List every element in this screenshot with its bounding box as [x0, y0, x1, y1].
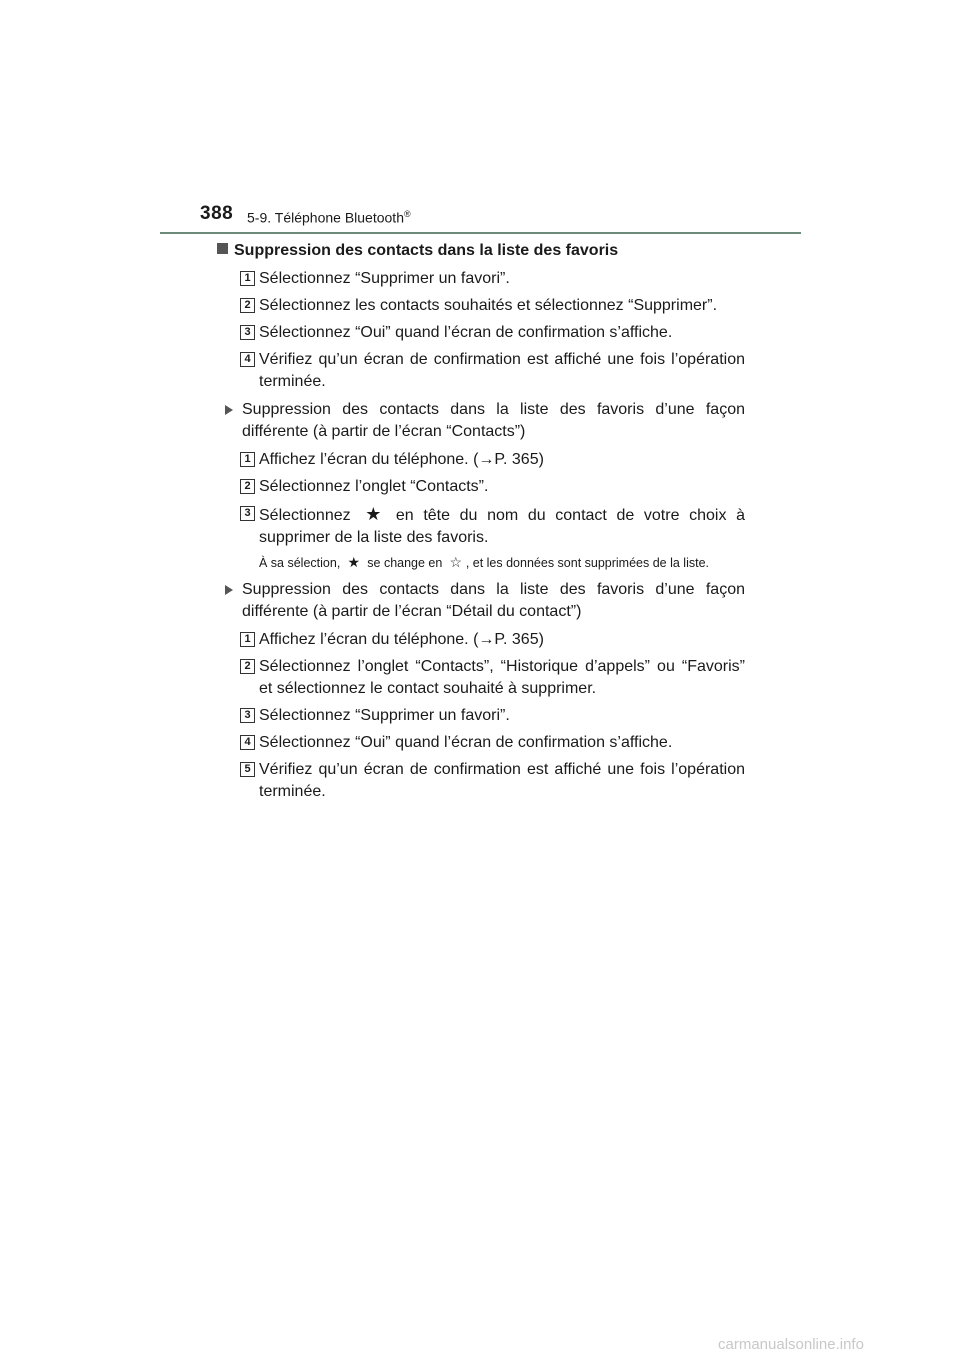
step-number: 2 [240, 298, 255, 313]
step-number: 2 [240, 659, 255, 674]
bullet-item [218, 579, 745, 623]
bullet-text: Suppression des contacts dans la liste des favoris d’une façon différente (à partir de l’écran “Contacts”) [242, 401, 745, 440]
page-number: 388 [200, 203, 234, 224]
step-text: Sélectionnez l’onglet “Contacts”. [259, 478, 489, 495]
step-text: Sélectionnez “Supprimer un favori”. [259, 270, 510, 287]
note-text-1: À sa sélection, [259, 556, 341, 570]
step-text: Vérifiez qu’un écran de confirmation est affiché une fois l’opération terminée. [259, 351, 745, 390]
bullet-text: Suppression des contacts dans la liste des favoris d’une façon différente (à partir de l’écran “Détail du contact”) [242, 581, 745, 620]
step-text: Sélectionnez “Supprimer un favori”. [259, 707, 510, 724]
square-bullet-icon [217, 243, 228, 254]
step-text: Sélectionnez les contacts souhaités et sélectionnez “Supprimer”. [259, 297, 718, 314]
step-text-before: Sélectionnez [259, 507, 351, 524]
star-empty-icon: ☆ [449, 554, 463, 570]
step-text: Affichez l’écran du téléphone. (→P. 365) [259, 631, 544, 648]
star-filled-icon: ★ [365, 504, 382, 524]
step-item [218, 656, 745, 700]
header-rule [160, 232, 801, 234]
step-number: 3 [240, 325, 255, 340]
triangle-bullet-icon [225, 405, 233, 415]
note-text-3: , et les données sont supprimées de la liste. [465, 556, 710, 570]
step-number: 4 [240, 352, 255, 367]
step-text: Vérifiez qu’un écran de confirmation est affiché une fois l’opération terminée. [259, 761, 745, 800]
step-item [218, 449, 745, 471]
chapter-title [247, 209, 411, 226]
step-number: 3 [240, 506, 255, 521]
bullet-item [218, 399, 745, 443]
section-heading-text: Suppression des contacts dans la liste des favoris [234, 242, 619, 259]
step-item [218, 349, 745, 393]
triangle-bullet-icon [225, 585, 233, 595]
step-number: 2 [240, 479, 255, 494]
step-item [218, 503, 745, 549]
note [218, 554, 745, 571]
note-text-2: se change en [367, 556, 443, 570]
step-text: Sélectionnez “Oui” quand l’écran de confirmation s’affiche. [259, 324, 673, 341]
step-number: 5 [240, 762, 255, 777]
watermark: carmanualsonline.info [718, 1336, 864, 1353]
step-item [218, 629, 745, 651]
step-item [218, 759, 745, 803]
registered-mark: ® [403, 209, 411, 219]
page-header [200, 203, 800, 231]
step-item [218, 476, 745, 498]
step-number: 1 [240, 452, 255, 467]
page-content [218, 240, 745, 808]
step-text-after: en tête du nom du contact de votre choix à supprimer de la liste des favoris. [259, 507, 745, 546]
step-item [218, 705, 745, 727]
section-heading [217, 240, 745, 262]
step-item [218, 268, 745, 290]
step-item [218, 732, 745, 754]
step-number: 4 [240, 735, 255, 750]
step-number: 1 [240, 632, 255, 647]
step-number: 1 [240, 271, 255, 286]
step-text: Sélectionnez l’onglet “Contacts”, “Historique d’appels” ou “Favoris” et sélectionnez le contact souhaité à supprimer. [259, 658, 745, 697]
step-text: Affichez l’écran du téléphone. (→P. 365) [259, 451, 544, 468]
chapter-title-text: 5-9. Téléphone Bluetooth [247, 209, 404, 226]
star-filled-icon: ★ [347, 554, 361, 570]
step-item [218, 322, 745, 344]
step-number: 3 [240, 708, 255, 723]
step-text: Sélectionnez “Oui” quand l’écran de confirmation s’affiche. [259, 734, 673, 751]
step-item [218, 295, 745, 317]
